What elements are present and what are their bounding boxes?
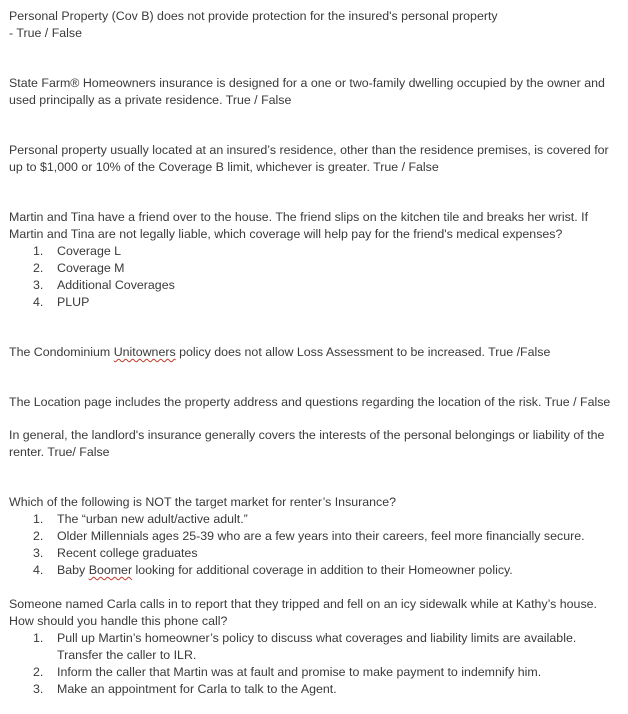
- list-text-post: looking for additional coverage in addition to their Homeowner policy.: [132, 563, 513, 577]
- question-3: [9, 142, 625, 176]
- question-9: [9, 596, 625, 698]
- list-item: [9, 260, 625, 277]
- list-text: PLUP: [57, 295, 90, 309]
- list-number: 1.: [33, 244, 44, 258]
- list-text: The “urban new adult/active adult.”: [57, 512, 248, 526]
- list-item: [9, 528, 625, 545]
- question-7: [9, 427, 625, 461]
- question-1-line-1: Personal Property (Cov B) does not provide protection for the insured's personal property: [9, 9, 498, 23]
- document-body: [9, 8, 625, 698]
- question-2-line-1: State Farm® Homeowners insurance is designed for a one or two-family dwelling occupied by the owner and: [9, 76, 605, 90]
- question-1-line-2: - True / False: [9, 26, 82, 40]
- question-4-line-1: Martin and Tina have a friend over to the house. The friend slips on the kitchen tile and breaks her wrist. If: [9, 210, 589, 224]
- question-3-line-1: Personal property usually located at an insured’s residence, other than the residence premises, is covered for: [9, 143, 609, 157]
- question-5: [9, 344, 625, 361]
- question-9-options: [9, 630, 625, 698]
- question-4-options: [9, 243, 625, 311]
- question-6-line-1: The Location page includes the property address and questions regarding the location of the risk. True / False: [9, 395, 611, 409]
- question-5-post: policy does not allow Loss Assessment to be increased. True /False: [175, 345, 551, 359]
- question-2-line-2: used principally as a private residence. True / False: [9, 93, 292, 107]
- list-text-continued: Transfer the caller to ILR.: [57, 648, 197, 662]
- question-6: [9, 394, 625, 411]
- list-number: 2.: [33, 261, 44, 275]
- list-text-pre: Baby: [57, 563, 89, 577]
- question-1: [9, 8, 625, 42]
- list-item: [9, 681, 625, 698]
- list-number: 2.: [33, 665, 44, 679]
- list-item: [9, 277, 625, 294]
- question-7-line-2: renter. True/ False: [9, 445, 110, 459]
- list-number: 3.: [33, 278, 44, 292]
- question-4: [9, 209, 625, 311]
- question-8-line-1: Which of the following is NOT the target market for renter’s Insurance?: [9, 495, 397, 509]
- question-8-options: [9, 511, 625, 579]
- list-number: 1.: [33, 512, 44, 526]
- list-item: [9, 545, 625, 562]
- question-7-line-1: In general, the landlord's insurance generally covers the interests of the personal belongings or liability of the: [9, 428, 605, 442]
- list-item: [9, 511, 625, 528]
- spellcheck-flagged-word[interactable]: Boomer: [88, 563, 133, 577]
- question-2: [9, 75, 625, 109]
- list-number: 1.: [33, 631, 44, 645]
- list-text: Make an appointment for Carla to talk to the Agent.: [57, 682, 337, 696]
- question-3-line-2: up to $1,000 or 10% of the Coverage B limit, whichever is greater. True / False: [9, 160, 439, 174]
- list-item: [9, 243, 625, 260]
- question-9-line-1: Someone named Carla calls in to report that they tripped and fell on an icy sidewalk while at Kathy’s house.: [9, 597, 597, 611]
- list-number: 4.: [33, 295, 44, 309]
- list-item: [9, 664, 625, 681]
- list-number: 2.: [33, 529, 44, 543]
- question-9-line-2: How should you handle this phone call?: [9, 614, 228, 628]
- list-item: [9, 562, 625, 579]
- spellcheck-flagged-word[interactable]: Unitowners: [113, 345, 176, 359]
- list-text: Recent college graduates: [57, 546, 198, 560]
- question-5-line-1: [9, 344, 625, 361]
- list-number: 3.: [33, 682, 44, 696]
- question-8: [9, 494, 625, 579]
- question-4-line-2: Martin and Tina are not legally liable, which coverage will help pay for the friend's medical expenses?: [9, 227, 563, 241]
- list-item: [9, 630, 625, 664]
- list-text: Additional Coverages: [57, 278, 175, 292]
- list-item: [9, 294, 625, 311]
- list-number: 3.: [33, 546, 44, 560]
- list-text: Inform the caller that Martin was at fault and promise to make payment to indemnify him.: [57, 665, 542, 679]
- list-number: 4.: [33, 563, 44, 577]
- question-5-pre: The Condominium: [9, 345, 114, 359]
- list-text: Coverage M: [57, 261, 125, 275]
- list-text: Coverage L: [57, 244, 122, 258]
- list-text: Pull up Martin’s homeowner’s policy to discuss what coverages and liability limits are available.: [57, 631, 577, 645]
- list-text: Older Millennials ages 25-39 who are a few years into their careers, feel more financially secure.: [57, 529, 585, 543]
